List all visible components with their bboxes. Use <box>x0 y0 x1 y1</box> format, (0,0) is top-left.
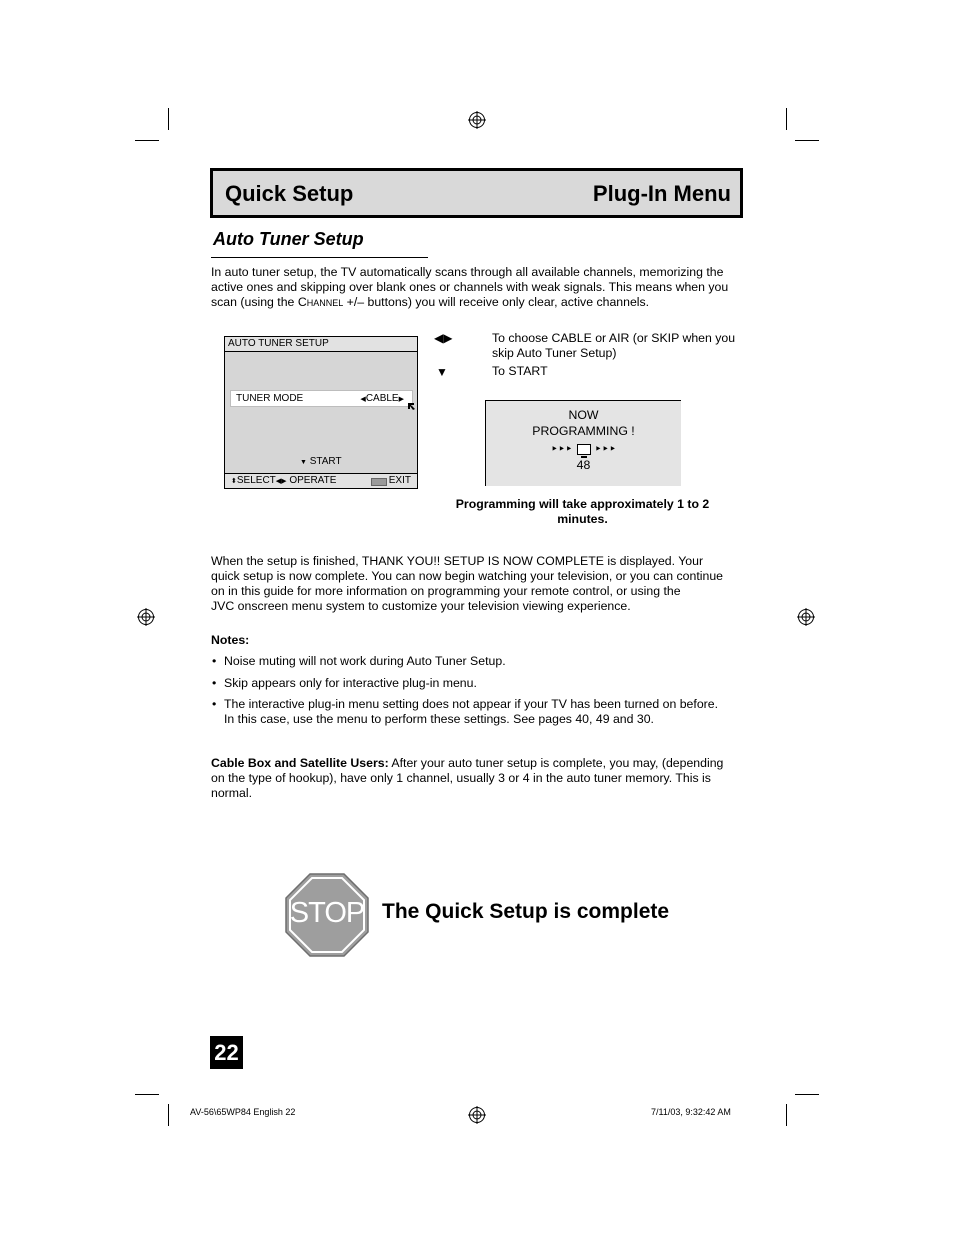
intro-line: active ones and skipping over blank ones or channels with weak signals. This means when you <box>211 280 729 294</box>
intro-line: In auto tuner setup, the TV automatically scans through all available channels, memorizing the <box>211 265 724 279</box>
programming-screen <box>485 400 681 486</box>
crop-mark <box>168 1104 169 1126</box>
completion-heading: The Quick Setup is complete <box>382 900 670 923</box>
progress-arrows-left: ‣‣‣ <box>550 442 573 456</box>
footer-timestamp: 7/11/03, 9:32:42 AM <box>651 1107 731 1117</box>
registration-mark-icon <box>137 608 155 626</box>
page-number: 22 <box>210 1036 243 1069</box>
left-right-icon: ◀▶ <box>275 478 287 485</box>
menu-title-bar <box>225 337 417 352</box>
arrow-left-icon: ◀ <box>360 396 366 403</box>
section-title: Auto Tuner Setup <box>213 229 364 249</box>
registration-mark-icon <box>468 111 486 129</box>
crop-mark <box>786 1104 787 1126</box>
instruction-start: To START <box>492 364 548 378</box>
crop-mark <box>795 140 819 141</box>
footer-file-info: AV-56\65WP84 English 22 <box>190 1107 296 1117</box>
cable-box-lead: Cable Box and Satellite Users: <box>211 756 389 770</box>
crop-mark <box>135 1094 159 1095</box>
tuner-mode-value: ◀CABLE▶ <box>360 393 404 404</box>
auto-tuner-menu-screen <box>224 336 418 489</box>
cable-box-paragraph: Cable Box and Satellite Users: After your auto tuner setup is complete, you may, (depending on the type of hookup), have only 1 channel, usually 3 or 4 in the auto tuner memory. This is normal. <box>211 756 724 800</box>
crop-mark <box>168 108 169 130</box>
arrow-down-icon: ▼ <box>300 459 307 466</box>
tuner-mode-row[interactable] <box>230 390 413 407</box>
notes-title: Notes: <box>211 633 250 647</box>
menu-select-hint: ⬍SELECT◀▶ OPERATE <box>231 475 337 486</box>
crop-mark <box>786 108 787 130</box>
stop-sign-text: STOP <box>289 897 365 929</box>
stop-sign <box>285 873 369 957</box>
crop-mark <box>135 140 159 141</box>
menu-button-icon <box>371 478 387 486</box>
crop-mark <box>795 1094 819 1095</box>
tuner-mode-label: TUNER MODE <box>236 393 304 404</box>
programming-channel: 48 <box>576 458 591 472</box>
registration-mark-icon <box>468 1106 486 1124</box>
menu-footer <box>225 473 417 488</box>
intro-line: scan (using the CHANNEL +/– buttons) you will receive only clear, active channels. <box>211 295 650 309</box>
header-title-right: Plug-In Menu <box>592 181 731 206</box>
tv-icon <box>577 444 591 455</box>
header-title-left: Quick Setup <box>225 181 354 206</box>
completion-paragraph: When the setup is finished, THANK YOU!! SETUP IS NOW COMPLETE is displayed. Your quick setup is now complete. You can now begin watching your television, or you can continue on in this guide for more information on programming your remote control, or using the JVC onscreen menu system to customize your television viewing experience. <box>211 554 724 613</box>
progress-arrows-right: ‣‣‣ <box>594 442 617 456</box>
registration-mark-icon <box>797 608 815 626</box>
down-arrow-icon: ▼ <box>436 365 448 379</box>
cursor-icon <box>407 402 416 411</box>
intro-paragraph <box>211 265 728 311</box>
programming-caption: Programming will take approximately 1 to 2 minutes. <box>455 497 710 526</box>
programming-progress <box>486 441 681 457</box>
left-right-arrows-icon: ◀▶ <box>434 331 453 345</box>
arrow-right-icon: ▶ <box>398 396 404 403</box>
programming-line1: NOW <box>568 408 599 422</box>
programming-line2: PROGRAMMING ! <box>532 424 635 438</box>
menu-start[interactable]: ▼ START <box>300 456 342 467</box>
menu-exit-hint: EXIT <box>388 475 411 486</box>
section-divider <box>211 257 428 258</box>
instruction-choose-mode: To choose CABLE or AIR (or SKIP when you skip Auto Tuner Setup) <box>492 331 736 360</box>
page-header <box>210 168 743 218</box>
up-down-icon: ⬍ <box>231 478 237 485</box>
menu-title: AUTO TUNER SETUP <box>228 338 329 349</box>
